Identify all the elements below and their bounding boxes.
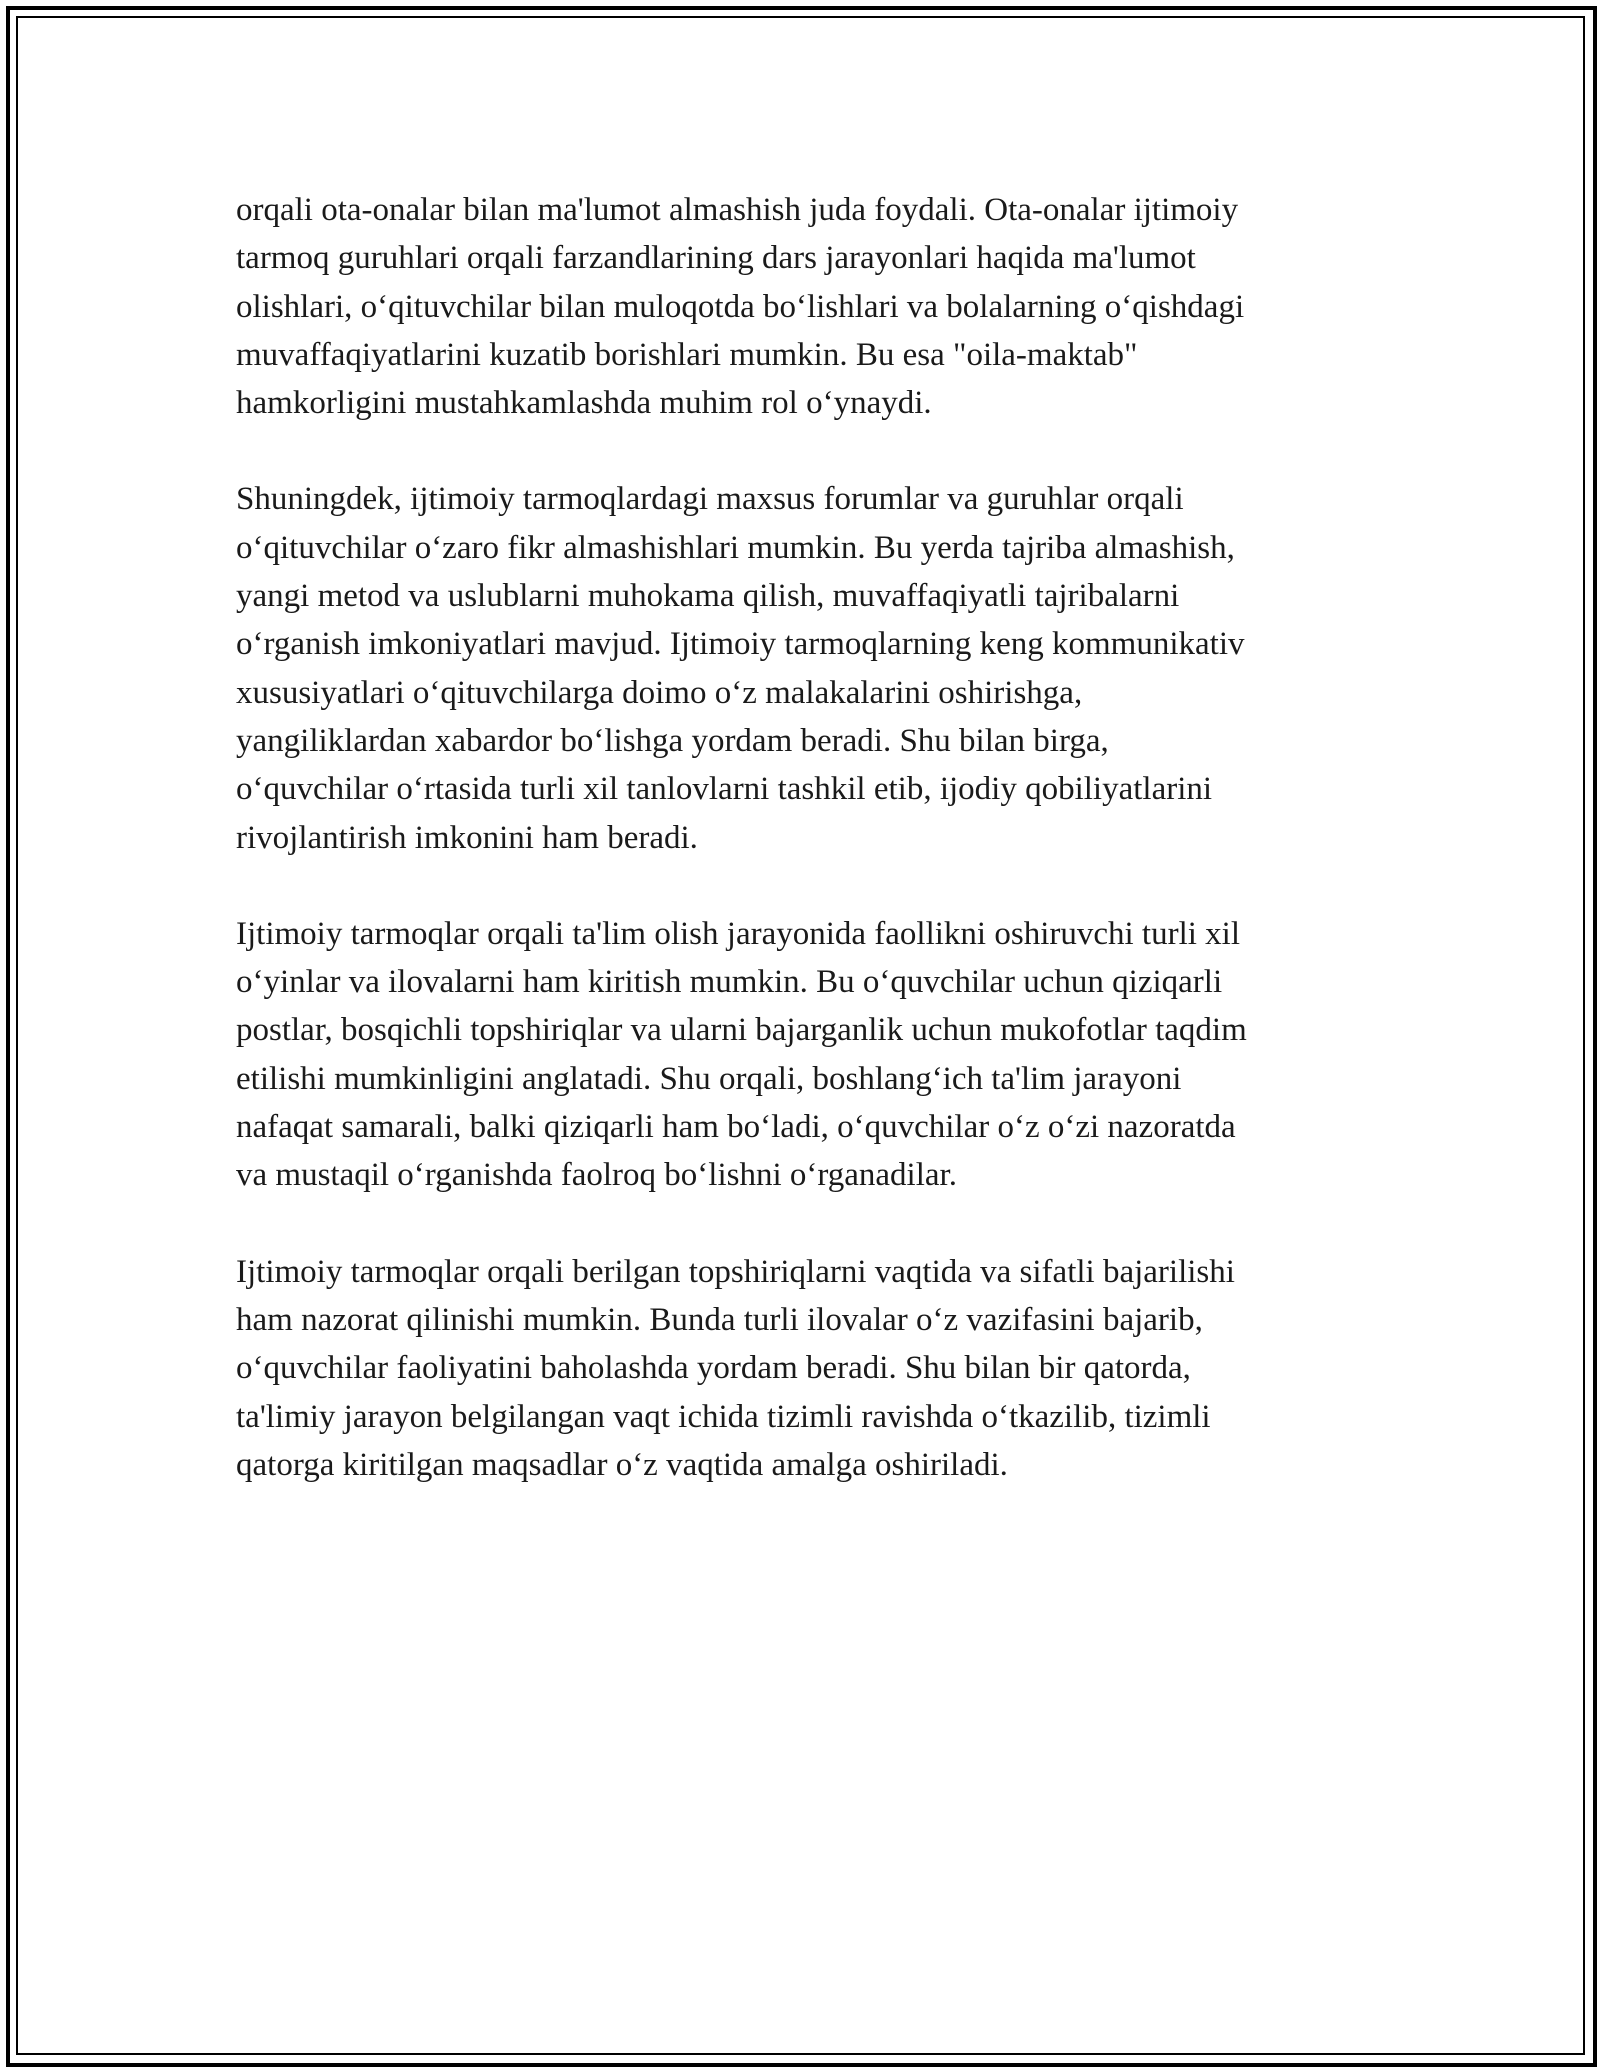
text-line: o‘yinlar va ilovalarni ham kiritish mumkin. Bu o‘quvchilar uchun qiziqarli: [236, 964, 1223, 1001]
text-line: muvaffaqiyatlarini kuzatib borishlari mumkin. Bu esa "oila-maktab": [236, 336, 1138, 373]
text-line: hamkorligini mustahkamlashda muhim rol o‘ynaydi.: [236, 385, 932, 422]
text-line: Ijtimoiy tarmoqlar orqali ta'lim olish jarayonida faollikni oshiruvchi turli xil: [236, 915, 1241, 952]
text-line: xususiyatlari o‘qituvchilarga doimo o‘z malakalarini oshirishga,: [236, 674, 1083, 711]
text-line: rivojlantirish imkonini ham beradi.: [236, 819, 698, 856]
paragraph-3: [236, 910, 1376, 1200]
text-line: Ijtimoiy tarmoqlar orqali berilgan topshiriqlarni vaqtida va sifatli bajarilishi: [236, 1253, 1235, 1290]
text-line: o‘qituvchilar o‘zaro fikr almashishlari mumkin. Bu yerda tajriba almashish,: [236, 529, 1235, 566]
text-line: yangi metod va uslublarni muhokama qilish, muvaffaqiyatli tajribalarni: [236, 578, 1180, 615]
text-line: o‘quvchilar o‘rtasida turli xil tanlovlarni tashkil etib, ijodiy qobiliyatlarini: [236, 771, 1213, 808]
text-line: o‘rganish imkoniyatlari mavjud. Ijtimoiy tarmoqlarning keng kommunikativ: [236, 626, 1245, 663]
text-line: qatorga kiritilgan maqsadlar o‘z vaqtida amalga oshiriladi.: [236, 1446, 1008, 1483]
text-line: ta'limiy jarayon belgilangan vaqt ichida tizimli ravishda o‘tkazilib, tizimli: [236, 1398, 1211, 1435]
text-line: nafaqat samarali, balki qiziqarli ham bo‘ladi, o‘quvchilar o‘z o‘zi nazoratda: [236, 1109, 1236, 1146]
text-line: Shuningdek, ijtimoiy tarmoqlardagi maxsus forumlar va guruhlar orqali: [236, 481, 1184, 518]
text-line: olishlari, o‘qituvchilar bilan muloqotda bo‘lishlari va bolalarning o‘qishdagi: [236, 288, 1245, 325]
text-line: tarmoq guruhlari orqali farzandlarining dars jarayonlari haqida ma'lumot: [236, 240, 1196, 277]
paragraph-4: [236, 1248, 1376, 1489]
text-line: va mustaqil o‘rganishda faolroq bo‘lishni o‘rganadilar.: [236, 1157, 957, 1194]
text-line: ham nazorat qilinishi mumkin. Bunda turli ilovalar o‘z vazifasini bajarib,: [236, 1301, 1203, 1338]
paragraph-1: [236, 186, 1376, 427]
text-line: etilishi mumkinligini anglatadi. Shu orqali, boshlang‘ich ta'lim jarayoni: [236, 1060, 1182, 1097]
text-line: postlar, bosqichli topshiriqlar va ularni bajarganlik uchun mukofotlar taqdim: [236, 1012, 1247, 1049]
document-body: [236, 186, 1376, 1537]
paragraph-2: [236, 475, 1376, 861]
text-line: yangiliklardan xabardor bo‘lishga yordam beradi. Shu bilan birga,: [236, 722, 1109, 759]
text-line: o‘quvchilar faoliyatini baholashda yordam beradi. Shu bilan bir qatorda,: [236, 1350, 1191, 1387]
text-line: orqali ota-onalar bilan ma'lumot almashish juda foydali. Ota-onalar ijtimoiy: [236, 192, 1239, 228]
